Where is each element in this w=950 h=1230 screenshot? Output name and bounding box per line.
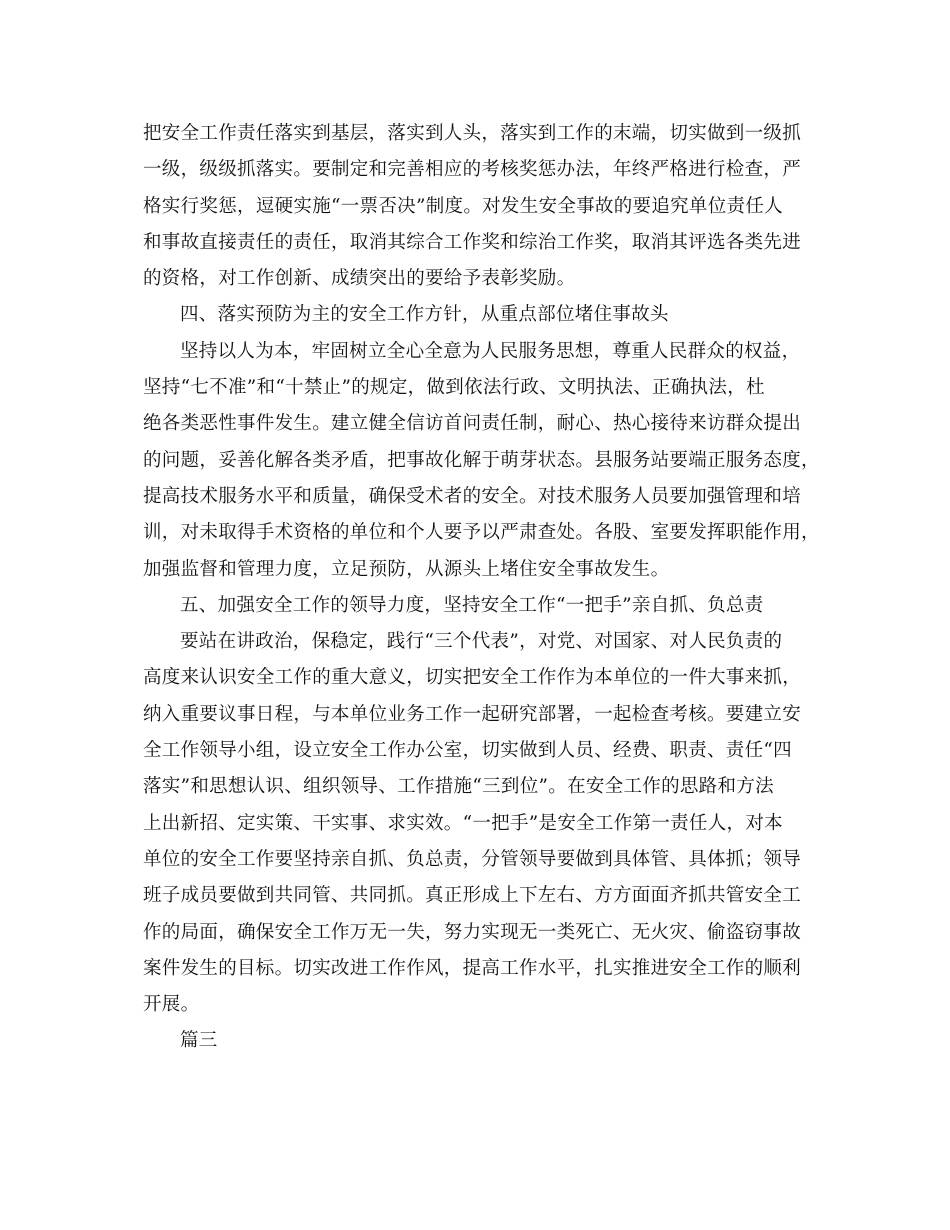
paragraph-line: 落实”和思想认识、组织领导、工作措施“三到位”。在安全工作的思路和方法: [143, 776, 774, 798]
paragraph-line: 单位的安全工作要坚持亲自抓、负总责，分管领导要做到具体管、具体抓；领导: [143, 848, 802, 870]
paragraph-line: 和事故直接责任的责任，取消其综合工作奖和综治工作奖，取消其评选各类先进: [143, 231, 802, 253]
paragraph-line: 的问题，妥善化解各类矛盾，把事故化解于萌芽状态。县服务站要端正服务态度，: [143, 449, 820, 471]
paragraph-line: 坚持以人为本，牢固树立全心全意为人民服务思想，尊重人民群众的权益，: [180, 340, 801, 362]
paragraph-line: 班子成员要做到共同管、共同抓。真正形成上下左右、方方面面齐抓共管安全工: [143, 885, 802, 907]
document-body: [143, 116, 820, 1060]
paragraph-line: 要站在讲政治，保稳定，践行“三个代表”，对党、对国家、对人民负责的: [180, 631, 783, 653]
paragraph-line: 坚持“七不准”和“十禁止”的规定，做到依法行政、文明执法、正确执法，杜: [143, 377, 765, 399]
paragraph-line: 上出新招、定实策、干实事、求实效。“一把手”是安全工作第一责任人，对本: [143, 812, 783, 834]
paragraph-line: 提高技术服务水平和质量，确保受术者的安全。对技术服务人员要加强管理和培: [143, 485, 802, 507]
section-heading-5: 五、加强安全工作的领导力度，坚持安全工作“一把手”亲自抓、负总责: [180, 594, 764, 616]
paragraph-line: 一级，级级抓落实。要制定和完善相应的考核奖惩办法，年终严格进行检查，严: [143, 159, 802, 181]
paragraph-line: 训，对未取得手术资格的单位和个人要予以严肃查处。各股、室要发挥职能作用，: [143, 522, 820, 544]
paragraph-line: 绝各类恶性事件发生。建立健全信访首问责任制，耐心、热心接待来访群众提出: [143, 413, 802, 435]
paragraph-line: 开展。: [143, 994, 200, 1016]
paragraph-line: 纳入重要议事日程，与本单位业务工作一起研究部署，一起检查考核。要建立安: [143, 703, 802, 725]
section-heading-4: 四、落实预防为主的安全工作方针，从重点部位堵住事故头: [180, 304, 669, 326]
paragraph-line: 加强监督和管理力度，立足预防，从源头上堵住安全事故发生。: [143, 558, 670, 580]
paragraph-line: 全工作领导小组，设立安全工作办公室，切实做到人员、经费、职责、责任“四: [143, 740, 792, 762]
paragraph-line: 作的局面，确保安全工作万无一失，努力实现无一类死亡、无火灾、偷盗窃事故: [143, 921, 802, 943]
paragraph-line: 高度来认识安全工作的重大意义，切实把安全工作作为本单位的一件大事来抓，: [143, 667, 802, 689]
paragraph-line: 格实行奖惩，逗硬实施“一票否决”制度。对发生安全事故的要追究单位责任人: [143, 195, 783, 217]
paragraph-line: 案件发生的目标。切实改进工作作风，提高工作水平，扎实推进安全工作的顺利: [143, 957, 802, 979]
paragraph-line: 的资格，对工作创新、成绩突出的要给予表彰奖励。: [143, 268, 576, 290]
paragraph-line: 把安全工作责任落实到基层，落实到人头，落实到工作的末端，切实做到一级抓: [143, 123, 802, 144]
chapter-label: 篇三: [180, 1030, 218, 1052]
